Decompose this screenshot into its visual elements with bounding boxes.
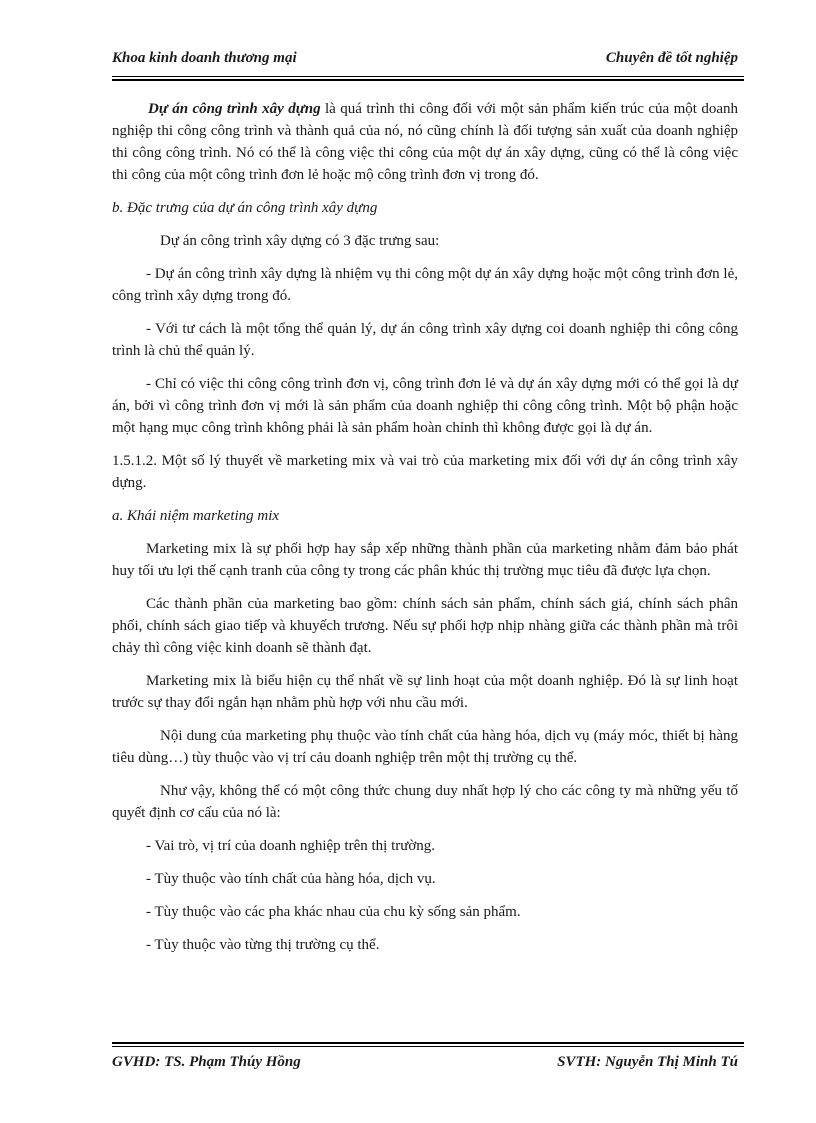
paragraph-mix-components: Các thành phần của marketing bao gồm: chính sách sản phẩm, chính sách giá, chính sách phân phối, chính sách giao tiếp và khuyếch trương. Nếu sự phối hợp nhịp nhàng giữa các thành phần mà trôi chảy thì công việc kinh doanh sẽ thành đạt.	[112, 596, 738, 656]
paragraph-intro: Dự án công trình xây dựng có 3 đặc trưng sau:	[160, 233, 440, 249]
page-body	[112, 98, 738, 967]
paragraph-mix-flexibility: Marketing mix là biểu hiện cụ thể nhất về sự linh hoạt của một doanh nghiệp. Đó là sự linh hoạt trước sự thay đổi ngắn hạn nhằm phù hợp với nhu cầu mới.	[112, 673, 738, 711]
paragraph-trait-2: - Với tư cách là một tổng thể quản lý, dự án công trình xây dựng coi doanh nghiệp thi công công trình là chủ thể quản lý.	[112, 321, 738, 359]
footer-student: SVTH: Nguyễn Thị Minh Tú	[557, 1054, 738, 1070]
header-faculty: Khoa kinh doanh thương mại	[112, 50, 297, 66]
definition-term: Dự án công trình xây dựng	[148, 101, 321, 117]
footer-rule	[112, 1046, 744, 1047]
header-doc-type: Chuyên đề tốt nghiệp	[605, 50, 738, 66]
section-heading-1512: 1.5.1.2. Một số lý thuyết về marketing mix và vai trò của marketing mix đối với dự án công trình xây dựng.	[112, 453, 738, 491]
footer-advisor: GVHD: TS. Phạm Thúy Hồng	[112, 1054, 301, 1070]
list-item: - Tùy thuộc vào từng thị trường cụ thể.	[146, 937, 380, 953]
paragraph-mix-definition: Marketing mix là sự phối hợp hay sắp xếp những thành phần của marketing nhằm đảm bảo phát huy tối ưu lợi thế cạnh tranh của công ty trong các phân khúc thị trường mục tiêu đã được lựa chọn.	[112, 541, 738, 579]
paragraph-mix-content: Nội dung của marketing phụ thuộc vào tính chất của hàng hóa, dịch vụ (máy móc, thiết bị hàng tiêu dùng…) tùy thuộc vào vị trí cảu doanh nghiệp trên một thị trường cụ thể.	[112, 728, 738, 766]
definition-text: là quá trình thi công đối với một sản phẩm kiến trúc của một doanh nghiệp thi công công trình và thành quả của nó, nó cũng chính là đối tượng sản xuất của doanh nghiệp thi công công trình. Nó có thể là công việc thi công của một dự án xây dựng, cũng có thể là công việc thi công của một công trình đơn lẻ hoặc mộ công trình đơn vị trong đó.	[112, 101, 738, 183]
page-footer	[112, 1054, 738, 1071]
list-item: - Vai trò, vị trí của doanh nghiệp trên thị trường.	[146, 838, 436, 854]
paragraph-mix-factors: Như vậy, không thể có một công thức chung duy nhất hợp lý cho các công ty mà những yếu tố quyết định cơ cấu của nó là:	[112, 783, 738, 821]
paragraph-trait-1: - Dự án công trình xây dựng là nhiệm vụ thi công một dự án xây dựng hoặc một công trình đơn lẻ, công trình xây dựng trong đó.	[112, 266, 738, 304]
header-rule-thick	[112, 79, 744, 81]
section-heading-a: a. Khái niệm marketing mix	[112, 508, 280, 524]
list-item: - Tùy thuộc vào các pha khác nhau của chu kỳ sống sản phẩm.	[146, 904, 521, 920]
paragraph-definition	[112, 98, 738, 186]
page-header	[112, 50, 738, 67]
paragraph-trait-3: - Chỉ có việc thi công công trình đơn vị, công trình đơn lẻ và dự án xây dựng mới có thể gọi là dự án, bởi vì công trình đơn vị mới là sản phẩm của doanh nghiệp thi công công trình. Một bộ phận hoặc một hạng mục công trình không phải là sản phẩm hoàn chỉnh thì không được gọi là dự án.	[112, 376, 738, 436]
footer-rule-thick	[112, 1042, 744, 1044]
header-rule	[112, 76, 744, 77]
list-item: - Tùy thuộc vào tính chất của hàng hóa, dịch vụ.	[146, 871, 436, 887]
section-heading-b: b. Đặc trưng của dự án công trình xây dựng	[112, 200, 378, 216]
